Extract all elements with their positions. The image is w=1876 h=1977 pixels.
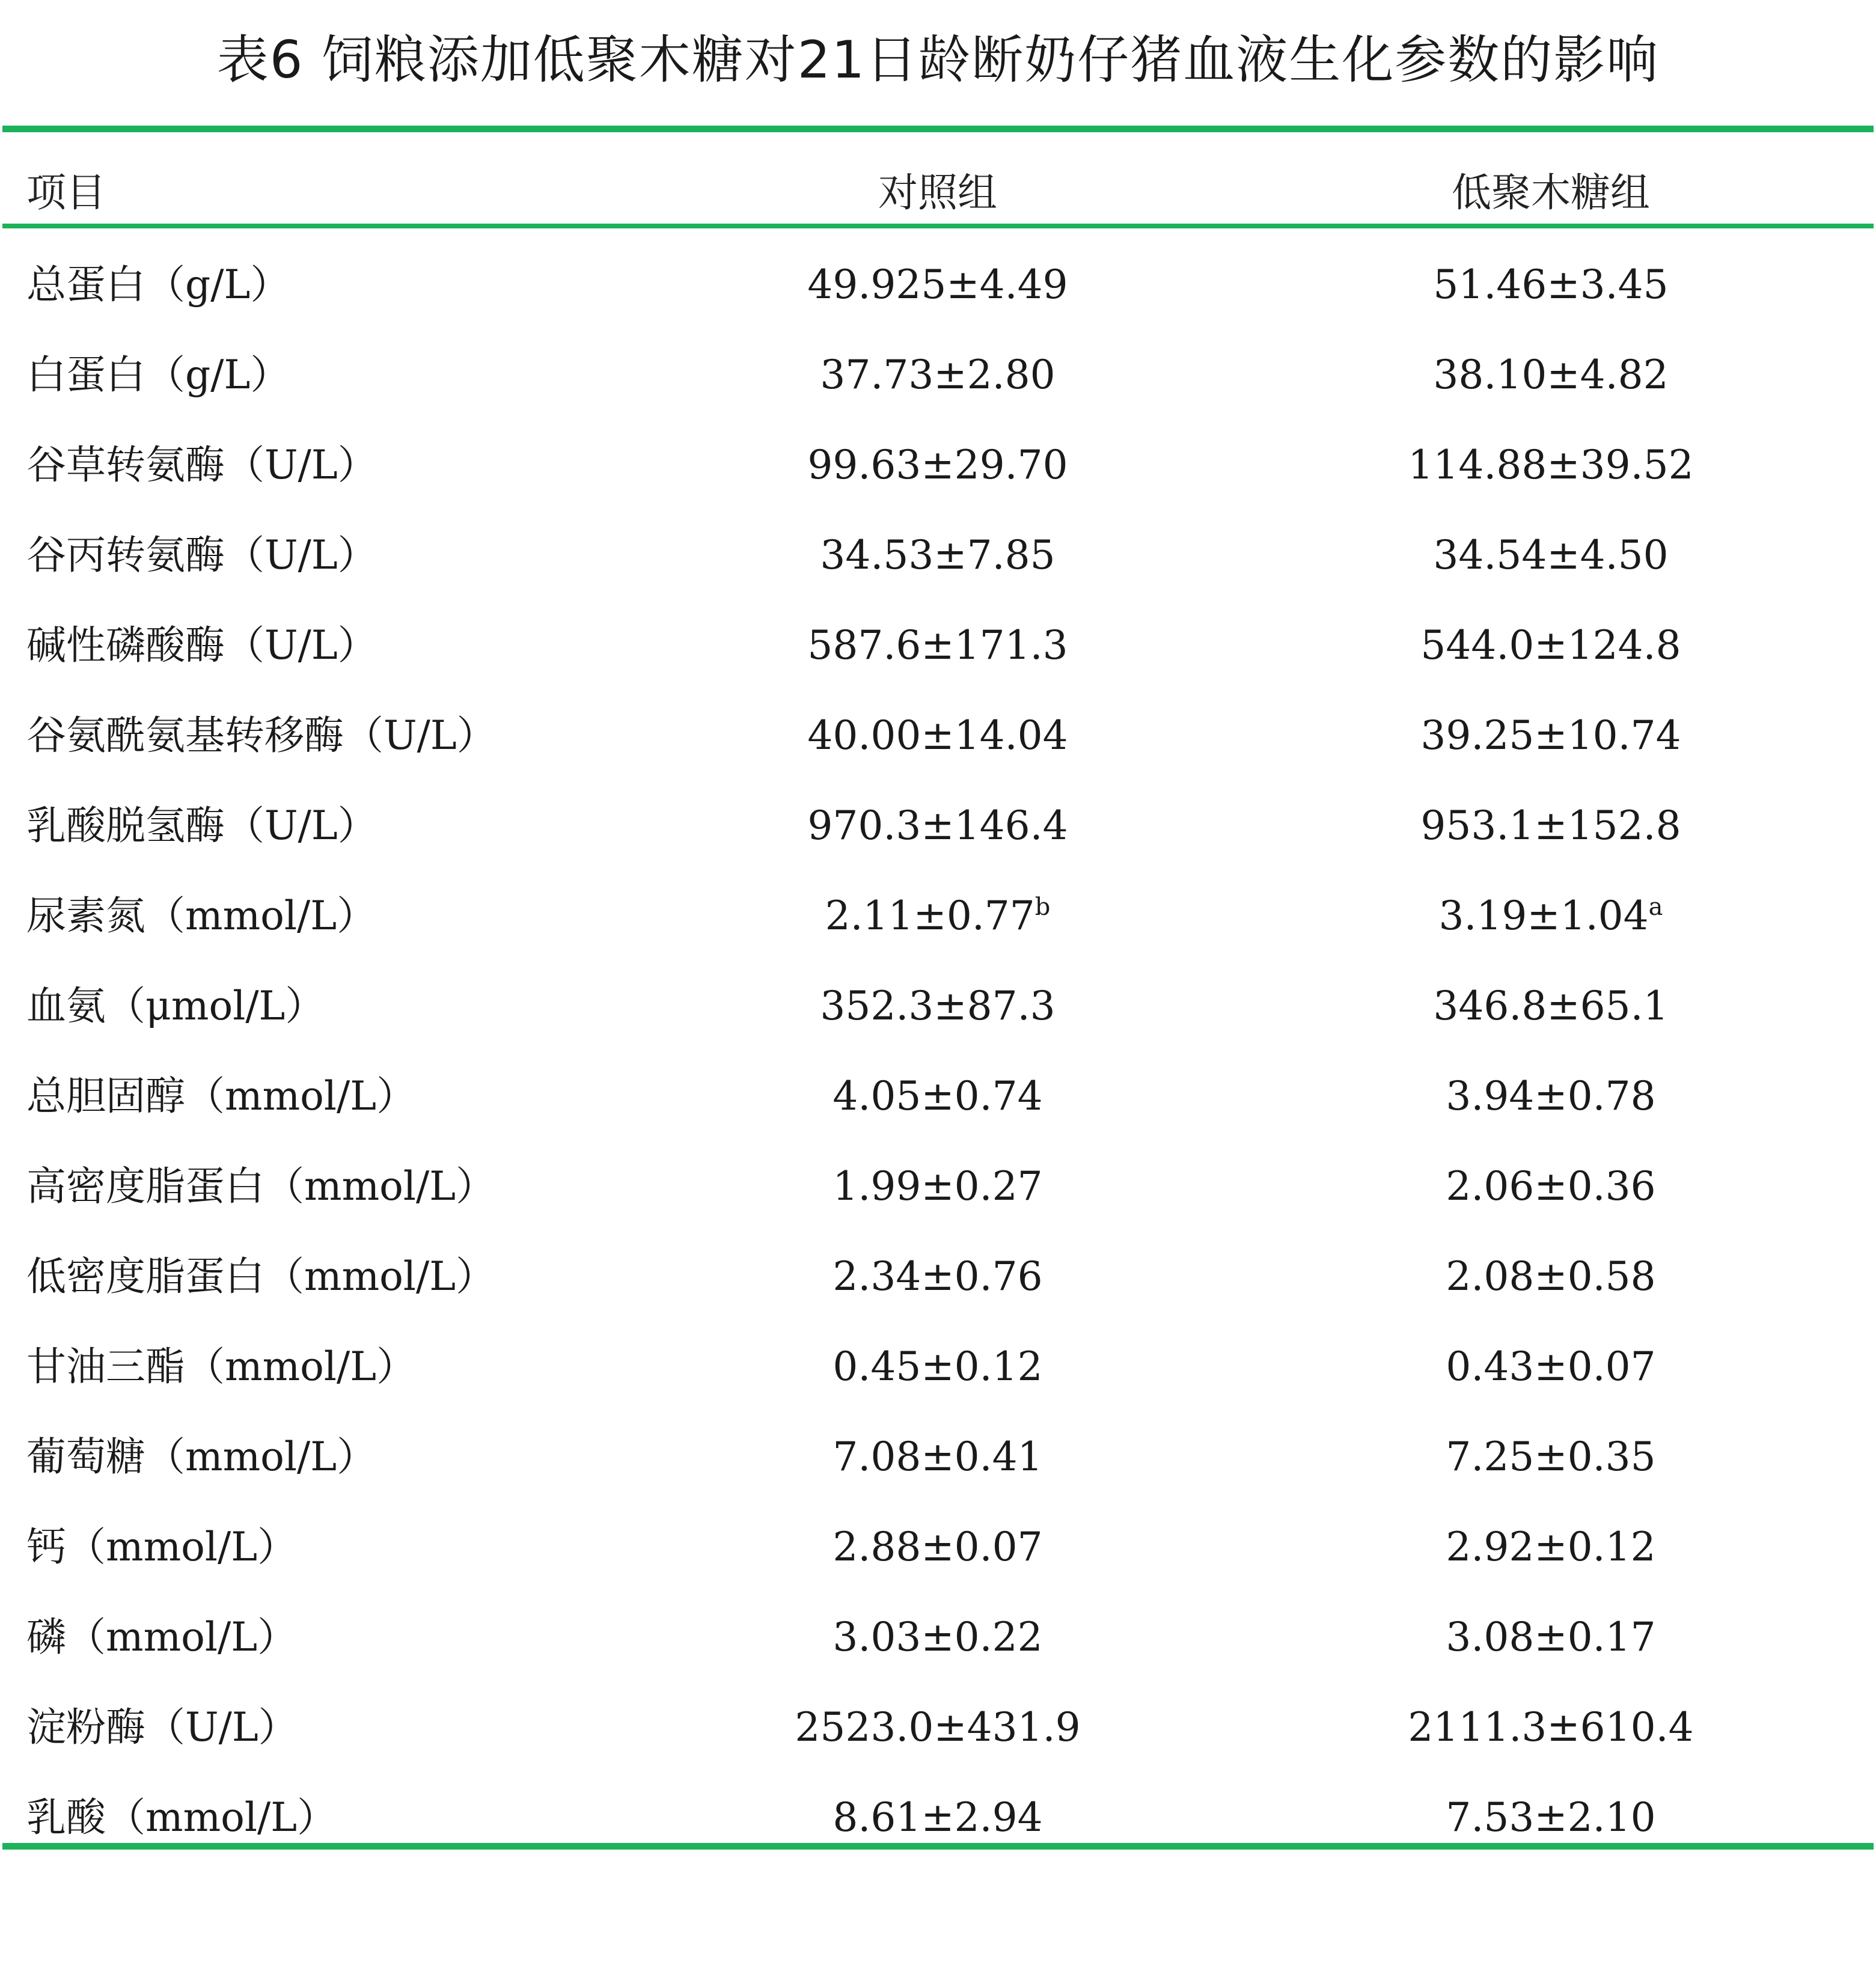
xos-value-text: 114.88±39.52	[1408, 442, 1694, 488]
xos-value-text: 51.46±3.45	[1433, 261, 1669, 308]
row-control-value	[637, 525, 1238, 585]
xos-value-text: 2.08±0.58	[1446, 1253, 1656, 1300]
control-value-text: 3.03±0.22	[833, 1614, 1043, 1660]
row-item-label: 总蛋白（g/L）	[26, 261, 290, 308]
xos-significance-mark: a	[1648, 893, 1663, 921]
control-value-text: 37.73±2.80	[820, 352, 1056, 398]
row-xos-value	[1250, 1697, 1851, 1758]
row-control-value	[637, 435, 1238, 495]
xos-value-text: 7.53±2.10	[1446, 1794, 1656, 1841]
bottom-rule	[2, 1843, 1874, 1850]
row-control-value	[637, 1607, 1238, 1667]
row-xos-value	[1250, 796, 1851, 856]
control-value-text: 2523.0±431.9	[795, 1704, 1081, 1750]
control-value-text: 2.34±0.76	[833, 1253, 1043, 1300]
xos-value-text: 2.06±0.36	[1446, 1163, 1656, 1209]
row-control-value	[637, 1066, 1238, 1126]
row-item-label: 甘油三酯（mmol/L）	[26, 1343, 417, 1390]
table-row	[0, 345, 1876, 405]
row-control-value	[637, 1517, 1238, 1577]
row-xos-value	[1250, 1157, 1851, 1217]
table-row	[0, 976, 1876, 1036]
table-row	[0, 255, 1876, 315]
control-value-text: 4.05±0.74	[833, 1073, 1043, 1119]
row-xos-value	[1250, 976, 1851, 1036]
row-xos-value	[1250, 706, 1851, 766]
control-value-text: 0.45±0.12	[833, 1343, 1043, 1390]
xos-value-text: 38.10±4.82	[1433, 352, 1669, 398]
row-xos-value	[1250, 1607, 1851, 1667]
row-xos-value	[1250, 525, 1851, 585]
table-row	[0, 1788, 1876, 1848]
row-xos-value	[1250, 1788, 1851, 1848]
header-rule	[2, 224, 1874, 228]
table-row	[0, 1607, 1876, 1667]
row-control-value	[637, 616, 1238, 676]
row-item-label: 总胆固醇（mmol/L）	[26, 1073, 417, 1119]
xos-value-text: 39.25±10.74	[1420, 712, 1681, 759]
row-item-label: 低密度脂蛋白（mmol/L）	[26, 1253, 496, 1300]
row-item-label: 磷（mmol/L）	[26, 1614, 298, 1660]
xos-value-text: 544.0±124.8	[1420, 622, 1681, 668]
control-value-text: 2.11±0.77	[825, 893, 1035, 939]
row-item-label: 乳酸（mmol/L）	[26, 1794, 337, 1841]
control-value-text: 352.3±87.3	[820, 983, 1056, 1029]
row-item-label: 白蛋白（g/L）	[26, 352, 290, 398]
header-control: 对照组	[878, 170, 997, 216]
row-xos-value	[1250, 886, 1851, 946]
row-item-label: 尿素氮（mmol/L）	[26, 893, 377, 939]
row-item-label: 乳酸脱氢酶（U/L）	[26, 802, 377, 849]
xos-value-text: 3.94±0.78	[1446, 1073, 1656, 1119]
row-control-value	[637, 1427, 1238, 1487]
row-control-value	[637, 1788, 1238, 1848]
table-row	[0, 706, 1876, 766]
row-control-value	[637, 706, 1238, 766]
row-xos-value	[1250, 435, 1851, 495]
row-xos-value	[1250, 1066, 1851, 1126]
row-control-value	[637, 345, 1238, 405]
table-title: 表6 饲粮添加低聚木糖对21日龄断奶仔猪血液生化参数的影响	[216, 30, 1660, 90]
row-xos-value	[1250, 255, 1851, 315]
control-value-text: 587.6±171.3	[807, 622, 1068, 668]
row-xos-value	[1250, 616, 1851, 676]
top-rule	[2, 126, 1874, 132]
table-row	[0, 1157, 1876, 1217]
row-xos-value	[1250, 1517, 1851, 1577]
table-row	[0, 1697, 1876, 1758]
row-control-value	[637, 886, 1238, 946]
row-control-value	[637, 976, 1238, 1036]
control-value-text: 99.63±29.70	[807, 442, 1068, 488]
control-value-text: 1.99±0.27	[833, 1163, 1043, 1209]
row-control-value	[637, 1157, 1238, 1217]
table-row	[0, 1517, 1876, 1577]
row-item-label: 谷草转氨酶（U/L）	[26, 442, 377, 488]
row-item-label: 碱性磷酸酶（U/L）	[26, 622, 377, 668]
control-value-text: 40.00±14.04	[807, 712, 1068, 759]
table-row	[0, 1337, 1876, 1397]
header-xos: 低聚木糖组	[1452, 170, 1650, 216]
table-header-row	[0, 163, 1876, 223]
table-row	[0, 435, 1876, 495]
row-control-value	[637, 1337, 1238, 1397]
control-value-text: 49.925±4.49	[807, 261, 1068, 308]
row-control-value	[637, 796, 1238, 856]
control-value-text: 2.88±0.07	[833, 1524, 1043, 1570]
xos-value-text: 0.43±0.07	[1446, 1343, 1656, 1390]
xos-value-text: 346.8±65.1	[1433, 983, 1669, 1029]
control-significance-mark: b	[1034, 893, 1051, 921]
row-item-label: 钙（mmol/L）	[26, 1524, 298, 1570]
table-row	[0, 1247, 1876, 1307]
row-item-label: 谷氨酰氨基转移酶（U/L）	[26, 712, 496, 759]
xos-value-text: 7.25±0.35	[1446, 1434, 1656, 1480]
row-item-label: 葡萄糖（mmol/L）	[26, 1434, 377, 1480]
row-control-value	[637, 1697, 1238, 1758]
xos-value-text: 3.19±1.04	[1438, 893, 1649, 939]
table-row	[0, 616, 1876, 676]
xos-value-text: 953.1±152.8	[1420, 802, 1681, 849]
header-item: 项目	[26, 170, 106, 216]
row-item-label: 淀粉酶（U/L）	[26, 1704, 298, 1750]
row-xos-value	[1250, 1427, 1851, 1487]
row-xos-value	[1250, 1337, 1851, 1397]
table-row	[0, 886, 1876, 946]
xos-value-text: 34.54±4.50	[1433, 532, 1669, 578]
xos-value-text: 3.08±0.17	[1446, 1614, 1656, 1660]
control-value-text: 8.61±2.94	[833, 1794, 1043, 1841]
control-value-text: 970.3±146.4	[807, 802, 1068, 849]
control-value-text: 34.53±7.85	[820, 532, 1056, 578]
row-control-value	[637, 255, 1238, 315]
row-item-label: 高密度脂蛋白（mmol/L）	[26, 1163, 496, 1209]
row-xos-value	[1250, 345, 1851, 405]
xos-value-text: 2.92±0.12	[1446, 1524, 1656, 1570]
row-xos-value	[1250, 1247, 1851, 1307]
table-row	[0, 1066, 1876, 1126]
control-value-text: 7.08±0.41	[833, 1434, 1043, 1480]
table-row	[0, 525, 1876, 585]
row-control-value	[637, 1247, 1238, 1307]
table-row	[0, 1427, 1876, 1487]
row-item-label: 血氨（μmol/L）	[26, 983, 325, 1029]
row-item-label: 谷丙转氨酶（U/L）	[26, 532, 377, 578]
table-row	[0, 796, 1876, 856]
xos-value-text: 2111.3±610.4	[1408, 1704, 1694, 1750]
